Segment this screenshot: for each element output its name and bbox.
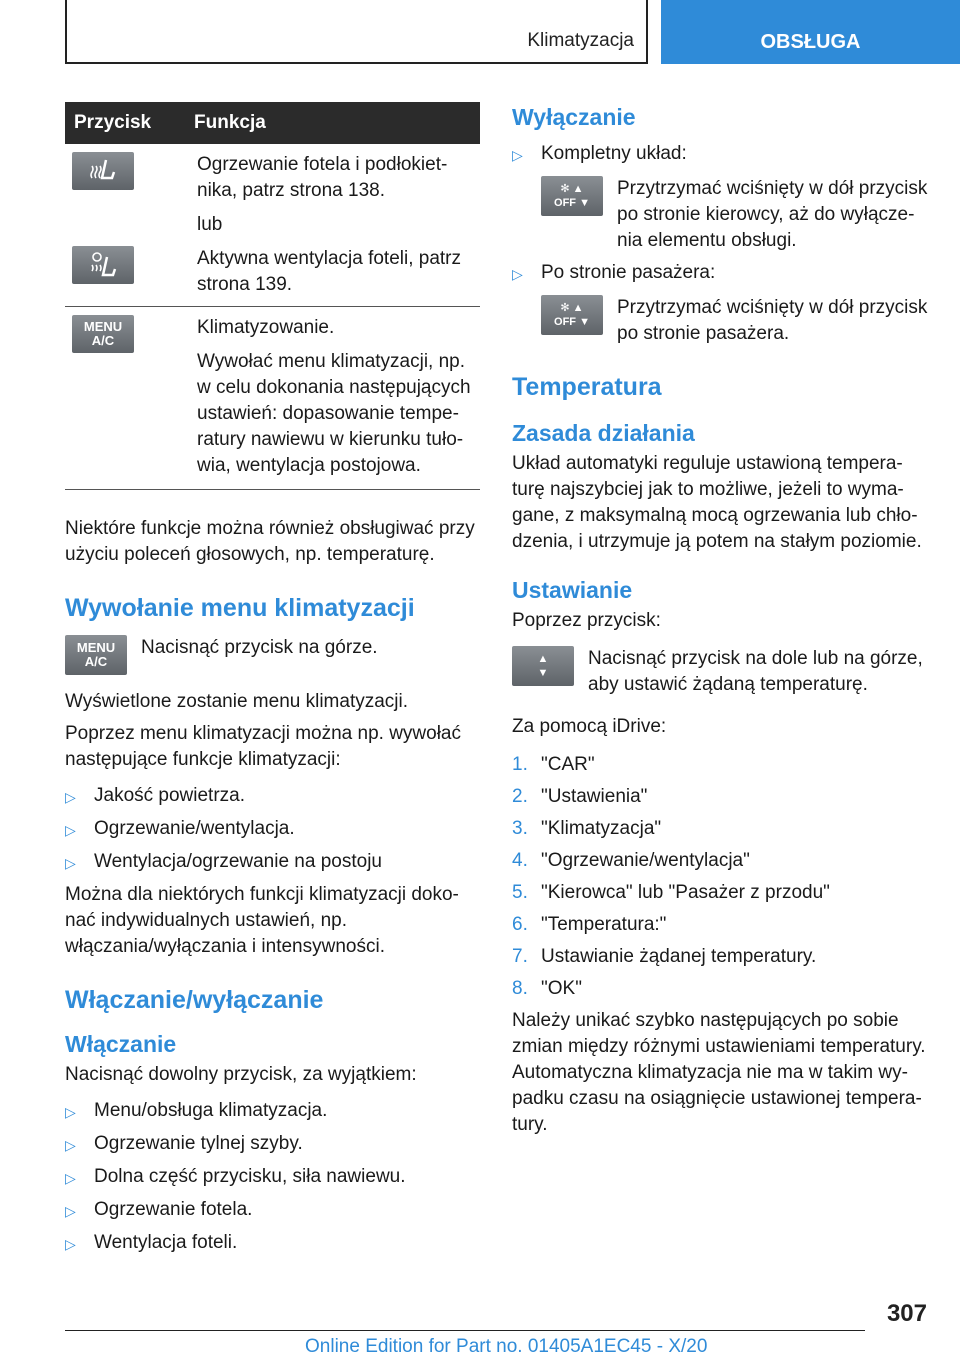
row-text: Klimatyzowanie.: [197, 317, 335, 338]
table-row: [65, 144, 480, 238]
table-col-button: Przycisk: [74, 112, 152, 133]
menu-text: Nacisnąć przycisk na górze.: [141, 637, 378, 658]
list-item: 8. "OK": [512, 978, 582, 999]
triangle-bullet-icon: ▷: [65, 1236, 76, 1252]
menu-ac-icon: MENU A/C: [65, 635, 127, 675]
paragraph: Poprzez menu klimatyzacji można np. wywołać następujące funkcje klimatyzacji:: [65, 723, 461, 770]
right-column: [512, 102, 932, 1138]
seat-heating-icon: [72, 152, 134, 190]
heading-principle: Zasada działania: [512, 420, 695, 446]
row-text: Wywołać menu klimatyzacji, np. w celu dokonania następujących ustawień: dopasowanie tempe-ratury nawiewu w kierunku tuło-wia, wentylacja postojowa.: [197, 351, 471, 476]
seat-ventilation-icon: [72, 246, 134, 284]
page-number: 307: [886, 1300, 927, 1327]
list-item: ▷ Menu/obsługa klimatyzacja.: [65, 1098, 480, 1125]
triangle-bullet-icon: ▷: [65, 1137, 76, 1153]
paragraph: Nacisnąć dowolny przycisk, za wyjątkiem:: [65, 1064, 417, 1085]
list-item: 2. "Ustawienia": [512, 786, 648, 807]
button-text: Nacisnąć przycisk na dole lub na górze, aby ustawić żądaną temperaturę.: [588, 648, 923, 695]
off2-text: Przytrzymać wciśnięty w dół przycisk po stronie pasażera.: [617, 297, 928, 344]
edition-text: Online Edition for Part no. 01405A1EC45 - X/20: [305, 1336, 708, 1357]
triangle-bullet-icon: ▷: [65, 1203, 76, 1219]
triangle-bullet-icon: ▷: [512, 266, 523, 282]
header-box: [65, 0, 648, 64]
paragraph: Można dla niektórych funkcji klimatyzacji doko-nać indywidualnych ustawień, np. włączania/wyłączania i intensywności.: [65, 884, 459, 957]
principle-text: Układ automatyki reguluje ustawioną tempera-turę najszybciej jak to możliwe, jeżeli to wyma-gane, z maksymalną mocą ogrzewania lub chło-dzenia, i utrzymuje ją potem na stałym poziomie.: [512, 453, 922, 552]
table-row: [65, 307, 480, 490]
section-title: Klimatyzacja: [527, 30, 634, 51]
list-item: ▷ Kompletny układ: ✻ ▲ OFF ▼ Przytrzymać wciśnięty w dół przycisk po stronie kierowcy, aż do wyłącze-nia elementu obsługi.: [512, 141, 932, 254]
left-column: [65, 102, 480, 1263]
off1-text: Przytrzymać wciśnięty w dół przycisk po stronie kierowcy, aż do wyłącze-nia elementu obsługi.: [617, 178, 928, 251]
paragraph: Wyświetlone zostanie menu klimatyzacji.: [65, 691, 409, 712]
heading-temperature: Temperatura: [512, 373, 662, 401]
intro-paragraph: Niektóre funkcje można również obsługiwać przy użyciu poleceń głosowych, np. temperaturę.: [65, 518, 475, 565]
triangle-bullet-icon: ▷: [65, 1104, 76, 1120]
list-item: ▷ Ogrzewanie fotela.: [65, 1197, 480, 1224]
paragraph: Poprzez przycisk:: [512, 610, 661, 631]
triangle-bullet-icon: ▷: [65, 1170, 76, 1186]
footer-divider: [65, 1330, 865, 1331]
temp-button-instruction: [512, 646, 932, 698]
list-item: ▷ Po stronie pasażera: ✻ ▲ OFF ▼ Przytrzymać wciśnięty w dół przycisk po stronie pasażera.: [512, 260, 932, 347]
triangle-bullet-icon: ▷: [65, 855, 76, 871]
exceptions-list: [65, 1098, 480, 1257]
paragraph: Za pomocą iDrive:: [512, 716, 667, 737]
list-item: 4. "Ogrzewanie/wentylacja": [512, 850, 750, 871]
up-down-button-icon: ▲ ▼: [512, 646, 574, 686]
heading-onoff: Włączanie/wyłączanie: [65, 986, 324, 1014]
heading-on: Włączanie: [65, 1031, 177, 1057]
list-item: 6. "Temperatura:": [512, 914, 667, 935]
table-col-function: Funkcja: [194, 112, 266, 133]
idrive-steps: [512, 752, 932, 1002]
menu-ac-icon: MENU A/C: [72, 315, 134, 353]
list-item: ▷ Wentylacja/ogrzewanie na postoju: [65, 849, 480, 876]
list-item: ▷ Dolna część przycisku, siła nawiewu.: [65, 1164, 480, 1191]
menu-instruction: [65, 635, 480, 675]
triangle-bullet-icon: ▷: [512, 147, 523, 163]
triangle-bullet-icon: ▷: [65, 789, 76, 805]
table-header: [65, 102, 480, 144]
table-row: [65, 238, 480, 307]
list-item: ▷ Wentylacja foteli.: [65, 1230, 480, 1257]
list-item: ▷ Ogrzewanie/wentylacja.: [65, 816, 480, 843]
chapter-tab: OBSŁUGA: [661, 0, 960, 64]
list-item: 5. "Kierowca" lub "Pasażer z przodu": [512, 882, 830, 903]
row-text: Ogrzewanie fotela i podłokiet-nika, patrz strona 138.: [197, 154, 448, 201]
row-text: Aktywna wentylacja foteli, patrz strona 139.: [197, 248, 462, 295]
heading-setting: Ustawianie: [512, 577, 633, 603]
list-item: ▷ Ogrzewanie tylnej szyby.: [65, 1131, 480, 1158]
heading-menu: Wywołanie menu klimatyzacji: [65, 594, 415, 622]
fan-off-button-icon: ✻ ▲ OFF ▼: [541, 295, 603, 335]
note-text: Należy unikać szybko następujących po sobie zmian między różnymi ustawieniami temperatury. Automatyczna klimatyzacja nie ma w takim wy-padku czasu na osiągnięcie ustawionej tempera-tury.: [512, 1010, 926, 1135]
list-item: 1. "CAR": [512, 754, 595, 775]
triangle-bullet-icon: ▷: [65, 822, 76, 838]
menu-functions-list: [65, 783, 480, 876]
off-list: [512, 141, 932, 347]
fan-off-button-icon: ✻ ▲ OFF ▼: [541, 176, 603, 216]
list-item: ▷ Jakość powietrza.: [65, 783, 480, 810]
list-item: 7. Ustawianie żądanej temperatury.: [512, 946, 817, 967]
row-text: lub: [197, 214, 223, 235]
heading-off: Wyłączanie: [512, 104, 636, 130]
list-item: 3. "Klimatyzacja": [512, 818, 662, 839]
